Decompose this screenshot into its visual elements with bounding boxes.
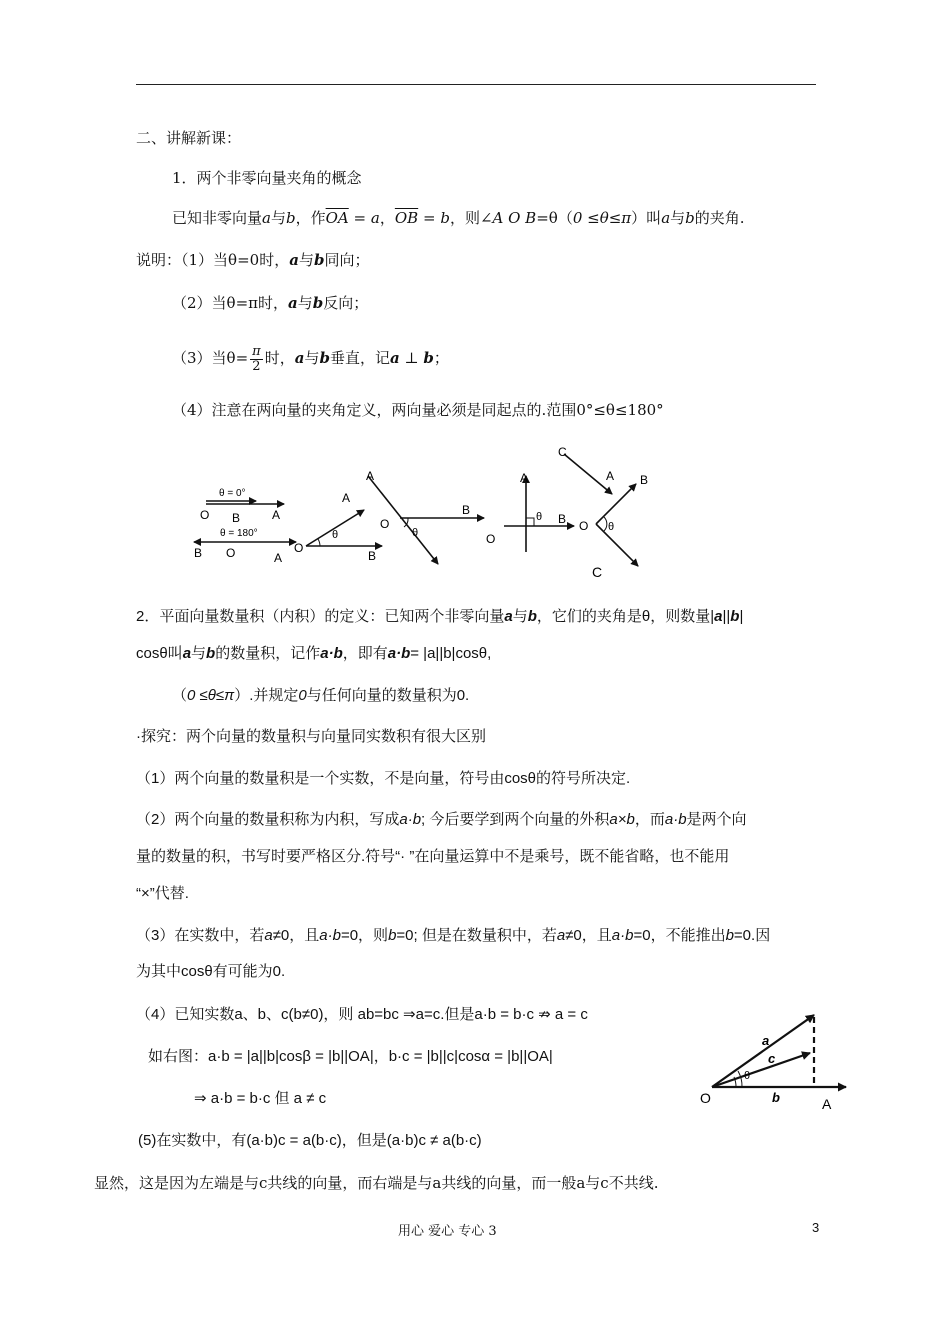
- text: 与: [670, 209, 686, 227]
- text: 是两个向: [686, 811, 747, 828]
- text: 与: [270, 209, 286, 227]
- text: （: [172, 687, 188, 704]
- var-b: b: [388, 927, 397, 944]
- label-c-top: C: [558, 445, 567, 459]
- text: ，作: [295, 209, 326, 227]
- text: =: [422, 209, 436, 227]
- dot-product: a·b: [399, 811, 422, 828]
- var-b: b: [730, 608, 740, 625]
- var-a: a: [264, 927, 273, 944]
- text: （2）两个向量的数量积称为内积，写成: [136, 811, 400, 828]
- text: 与: [298, 251, 314, 269]
- label-theta-perp: θ: [536, 511, 543, 523]
- header-rule: [136, 84, 816, 85]
- range: 0 ≤θ≤π: [572, 209, 632, 227]
- var-a: a: [661, 209, 671, 227]
- text: 2．平面向量数量积（内积）的定义：已知两个非零向量: [136, 608, 505, 625]
- perp-symbol: ⊥: [404, 349, 419, 367]
- label-a-perp: A: [520, 471, 529, 485]
- var-a: a: [556, 927, 566, 944]
- text: 与: [297, 294, 313, 312]
- text: ≠0，且: [272, 927, 320, 944]
- explore-2-line1: [136, 810, 747, 830]
- text: =0，不能推出: [633, 927, 726, 944]
- label-theta: θ: [744, 1070, 751, 1082]
- dot-product: a·b: [319, 927, 341, 944]
- text: 垂直，记: [329, 349, 390, 367]
- text: 与: [304, 349, 320, 367]
- var-a: a: [714, 608, 723, 625]
- note-3: [172, 340, 449, 376]
- label-a-point: A: [822, 1096, 832, 1112]
- label-theta-acute: θ: [332, 529, 339, 541]
- explore-5: (5)在实数中，有(a·b)c = a(b·c)，但是(a·b)c ≠ a(b·c): [138, 1132, 482, 1149]
- arrow-a: [712, 1015, 814, 1087]
- item2-line1: [136, 607, 743, 627]
- text: ）叫: [631, 209, 662, 227]
- item2-line3: [172, 686, 469, 706]
- explore-3-line1: [136, 926, 770, 946]
- page-number: 3: [812, 1220, 820, 1235]
- var-b: b: [423, 349, 434, 367]
- right-angle-mark: [526, 518, 534, 526]
- footer-center: 用心 爱心 专心 3: [398, 1224, 497, 1239]
- projection-diagram: [696, 1005, 856, 1115]
- dot-product: a·b: [320, 645, 343, 662]
- definition-angle: [172, 208, 745, 228]
- note-label: 说明：: [136, 251, 182, 269]
- label-a: a: [762, 1033, 770, 1048]
- text: =θ（: [536, 209, 573, 227]
- label-o-moved: O: [579, 519, 589, 533]
- label-theta0: θ = 0°: [219, 488, 246, 499]
- text: =0.因: [733, 927, 771, 944]
- text: 与: [191, 645, 207, 662]
- item1-title: 1．两个非零向量夹角的概念: [172, 169, 362, 187]
- var-b: b: [319, 349, 330, 367]
- var-b: b: [725, 927, 734, 944]
- var-b: b: [440, 209, 450, 227]
- explore-2-line2: 量的数量的积，书写时要严格区分.符号“· ”在向量运算中不是乘号，既不能省略，也不能用: [136, 848, 730, 865]
- label-a: A: [272, 508, 281, 522]
- var-a: a: [288, 294, 298, 312]
- var-a: a: [370, 209, 380, 227]
- text: ，: [379, 209, 395, 227]
- var-b: b: [206, 645, 216, 662]
- denominator: 2: [252, 358, 261, 374]
- label-b-180: B: [194, 546, 203, 560]
- text: 已知非零向量: [172, 209, 263, 227]
- angle-arc-beta: [738, 1071, 742, 1087]
- range: 0 ≤θ≤π: [187, 687, 235, 704]
- note-1: [136, 250, 370, 270]
- var-b: b: [285, 209, 296, 227]
- explore-1: （1）两个向量的数量积是一个实数，不是向量，符号由cosθ的符号所决定.: [136, 770, 631, 787]
- text: 的数量积，记作: [215, 645, 321, 662]
- text: ≠0，且: [565, 927, 612, 944]
- var-a: a: [504, 608, 513, 625]
- text: 反向；: [323, 294, 369, 312]
- var-a: a: [389, 349, 400, 367]
- var-b: b: [685, 209, 695, 227]
- angle-arc: [318, 539, 320, 546]
- label-a-acute: A: [342, 491, 351, 505]
- explore-4-line1: （4）已知实数a、b、c(b≠0)，则 ab=bc ⇒a=c.但是a·b = b·c ⇏ a = c: [136, 1006, 588, 1023]
- angle-aob: A O B: [492, 209, 537, 227]
- note-2: [172, 293, 368, 313]
- text: ）.并规定: [234, 687, 299, 704]
- label-b: b: [772, 1090, 780, 1105]
- label-o: O: [700, 1090, 711, 1106]
- var-a: a: [182, 645, 192, 662]
- angle-cases-diagram: [186, 440, 666, 590]
- arrow-oc-moved: [596, 524, 638, 566]
- label-theta-obtuse: θ: [412, 527, 419, 539]
- var-a: a: [294, 349, 305, 367]
- text: =0，则: [340, 927, 389, 944]
- item2-line2: [136, 644, 491, 664]
- text: ，即有: [342, 645, 388, 662]
- cross-product: a×b: [609, 811, 635, 828]
- explore-3-line2: 为其中cosθ有可能为0.: [136, 963, 286, 980]
- text: cosθ叫: [136, 645, 183, 662]
- label-a-moved: A: [606, 469, 615, 483]
- label-b-perp: B: [558, 512, 567, 526]
- angle-arc-moved: [604, 517, 607, 531]
- var-a: a: [289, 251, 299, 269]
- text: （2）当θ=π时，: [172, 294, 289, 312]
- label-o-acute: O: [294, 541, 304, 555]
- label-o: O: [200, 508, 210, 522]
- text: ，而: [634, 811, 665, 828]
- arrow-ca: [564, 454, 615, 494]
- explore-2-line3: “×”代替.: [136, 885, 189, 902]
- label-o-perp: O: [486, 532, 496, 546]
- text: （3）在实数中，若: [136, 927, 265, 944]
- label-a-obtuse: A: [366, 469, 375, 483]
- fraction-pi-over-2: [250, 345, 263, 374]
- arrow-c: [712, 1053, 810, 1087]
- section-title: 二、讲解新课：: [136, 129, 242, 147]
- conclusion: 显然，这是因为左端是与c共线的向量，而右端是与a共线的向量，而一般a与c不共线.: [94, 1174, 659, 1192]
- arrow-obtuse-a: [368, 476, 438, 564]
- dot-product: a·b: [611, 927, 634, 944]
- text: 与: [512, 608, 528, 625]
- text: ；: [433, 349, 449, 367]
- text: =0; 但是在数量积中，若: [396, 927, 557, 944]
- text: （3）当θ=: [172, 349, 249, 367]
- text: 与任何向量的数量积为0.: [306, 687, 470, 704]
- text: 时，: [259, 251, 290, 269]
- dot-product: a·b: [387, 645, 411, 662]
- dot-product: a·b: [664, 811, 687, 828]
- text: 的夹角.: [694, 209, 745, 227]
- text: 同向；: [324, 251, 370, 269]
- label-o-180: O: [226, 546, 236, 560]
- text: 时，: [264, 349, 295, 367]
- vector-oa: $\overline{OA}$: [325, 209, 349, 227]
- text: ，则∠: [449, 209, 493, 227]
- text: 0: [249, 251, 260, 269]
- label-b-obtuse: B: [462, 503, 471, 517]
- label-theta-moved: θ: [608, 521, 615, 533]
- text: ; 今后要学到两个向量的外积: [421, 811, 610, 828]
- label-c: c: [768, 1051, 776, 1066]
- var-a: a: [262, 209, 271, 227]
- var-b: b: [313, 251, 325, 269]
- explore-title: ·探究：两个向量的数量积与向量同实数积有很大区别: [136, 728, 486, 745]
- text: |: [739, 608, 744, 625]
- text: =: [353, 209, 367, 227]
- text: ，它们的夹角是θ，则数量|: [536, 608, 715, 625]
- zero-vector: 0: [298, 687, 307, 704]
- label-b-acute: B: [368, 549, 377, 563]
- explore-4-line2: 如右图：a·b = |a||b|cosβ = |b||OA|，b·c = |b||c|cosα = |b||OA|: [148, 1048, 553, 1065]
- label-b: B: [232, 511, 241, 525]
- numerator: π: [252, 343, 261, 359]
- text: （1）当θ=: [181, 251, 250, 269]
- var-b: b: [527, 608, 537, 625]
- text: = |a||b|cosθ,: [410, 645, 492, 662]
- label-theta180: θ = 180°: [220, 528, 258, 539]
- label-a-180: A: [274, 551, 283, 565]
- var-b: b: [312, 294, 324, 312]
- label-c-bottom: C: [592, 564, 603, 580]
- vector-ob: $\overline{OB}$: [394, 209, 419, 227]
- arrow-ob-moved: [596, 484, 636, 524]
- label-o-obtuse: O: [380, 517, 390, 531]
- label-b-moved: B: [640, 473, 649, 487]
- note-4: （4）注意在两向量的夹角定义，两向量必须是同起点的.范围0°≤θ≤180°: [172, 401, 664, 419]
- explore-4-line3: ⇒ a·b = b·c 但 a ≠ c: [194, 1090, 327, 1107]
- text: ||: [722, 608, 731, 625]
